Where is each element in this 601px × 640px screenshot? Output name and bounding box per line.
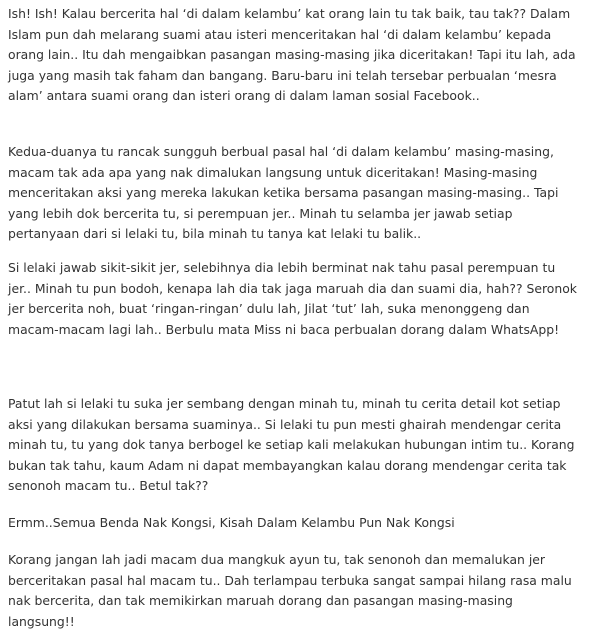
- text-line: Korang jangan lah jadi macam dua mangkuk ayun tu, tak senonoh dan memalukan jer: [8, 552, 546, 567]
- text-line: senonoh macam tu.. Betul tak??: [8, 478, 209, 494]
- paragraph-conversation: [8, 142, 558, 245]
- paragraph-details: [8, 394, 575, 497]
- text-line: bukan tak tahu, kaum Adam ni dapat membayangkan kalau dorang mendengar cerita tak: [8, 457, 567, 473]
- text-line: jer.. Minah tu pun bodoh, kenapa lah dia tak jaga maruah dia dan suami dia, hah?? Seronok: [8, 280, 577, 296]
- text-line: minah tu, tu yang dok tanya berbogel ke setiap kali melakukan hubungan intim tu.. Korang: [8, 437, 575, 453]
- text-line: macam tak ada apa yang nak dimalukan langsung untuk diceritakan! Masing-masing: [8, 164, 538, 180]
- text-line: berceritakan pasal hal macam tu.. Dah terlampau terbuka sangat sampai hilang rasa malu: [8, 572, 572, 588]
- text-line: Patut lah si lelaki tu suka jer sembang dengan minah tu, minah tu cerita detail kot setiap: [8, 396, 561, 411]
- paragraph-man-replies: [8, 258, 577, 340]
- text-line: Ish! Ish! Kalau bercerita hal ‘di dalam kelambu’ kat orang lain tu tak baik, tau tak?? Dalam: [8, 6, 571, 21]
- text-line: juga yang masih tak faham dan bangang. Baru-baru ini telah tersebar perbualan ‘mesra: [8, 67, 557, 83]
- text-line: yang lebih dok bercerita tu, si perempuan jer.. Minah tu selamba jer jawab setiap: [8, 205, 513, 221]
- paragraph-subheading: [8, 513, 455, 534]
- text-line: Ermm..Semua Benda Nak Kongsi, Kisah Dalam Kelambu Pun Nak Kongsi: [8, 515, 455, 530]
- text-line: orang lain.. Itu dah mengaibkan pasangan masing-masing jika diceritakan! Tapi itu lah, ada: [8, 47, 576, 63]
- text-line: pertanyaan dari si lelaki tu, bila minah tu tanya kat lelaki tu balik..: [8, 226, 422, 242]
- text-line: macam-macam lagi lah.. Berbulu mata Miss ni baca perbualan dorang dalam WhatsApp!: [8, 321, 560, 337]
- text-line: alam’ antara suami orang dan isteri orang di dalam laman sosial Facebook..: [8, 88, 480, 104]
- paragraph-closing: [8, 550, 572, 632]
- text-line: langsung!!: [8, 613, 75, 629]
- text-line: Islam pun dah melarang suami atau isteri menceritakan hal ‘di dalam kelambu’ kepada: [8, 26, 552, 42]
- text-line: jer bercerita noh, buat ‘ringan-ringan’ dulu lah, Jilat ‘tut’ lah, suka menonggeng dan: [8, 301, 530, 317]
- text-line: nak bercerita, dan tak memikirkan maruah dorang dan pasangan masing-masing: [8, 593, 513, 609]
- text-line: aksi yang dilakukan bersama suaminya.. Si lelaki tu pun mesti ghairah mendengar cerita: [8, 416, 562, 432]
- text-line: menceritakan aksi yang mereka lakukan ketika bersama pasangan masing-masing.. Tapi: [8, 185, 559, 201]
- text-line: Si lelaki jawab sikit-sikit jer, selebihnya dia lebih berminat nak tahu pasal perempuan tu: [8, 260, 556, 275]
- paragraph-intro: [8, 4, 576, 107]
- text-line: Kedua-duanya tu rancak sungguh berbual pasal hal ‘di dalam kelambu’ masing-masing,: [8, 144, 554, 159]
